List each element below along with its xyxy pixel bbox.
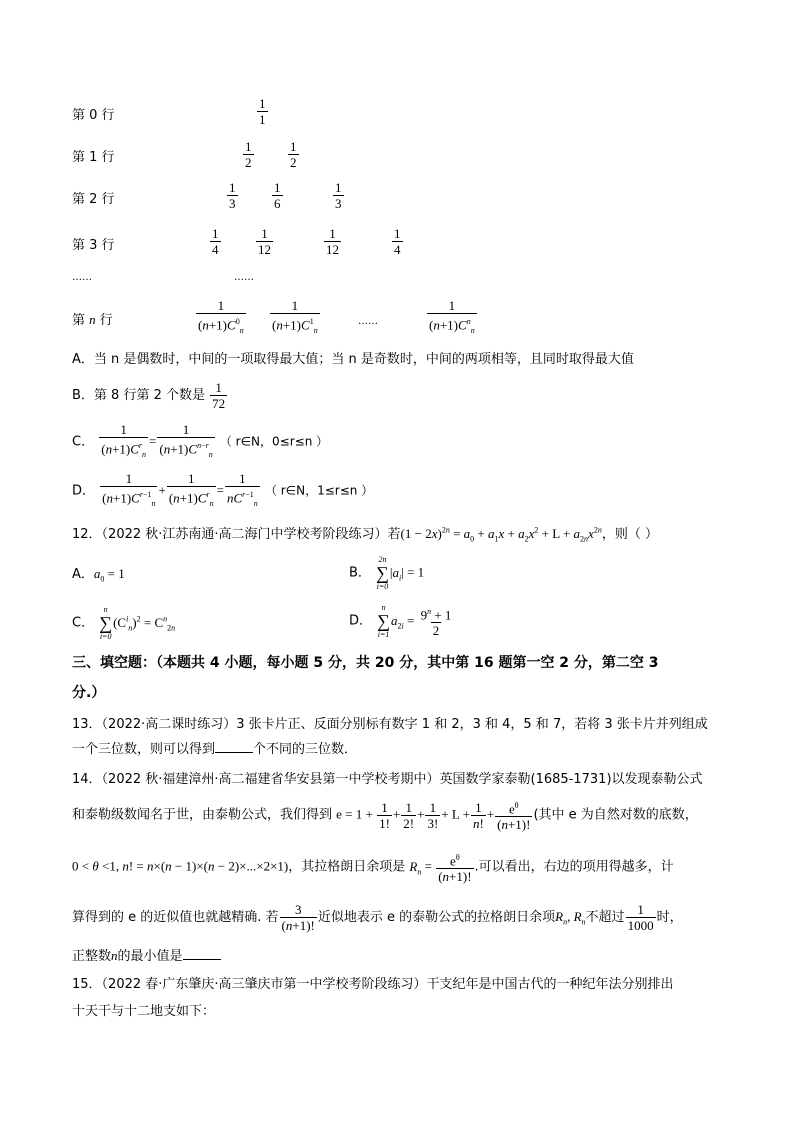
fraction: $\frac{1}{3}$	[229, 180, 236, 211]
fraction: $\frac{1}{6}$	[274, 180, 281, 211]
q12-option-c: C． n ∑ i=0 $(C^i_n)^2 = C^n_{2n}$	[72, 605, 176, 641]
q12-option-b: B． 2n ∑ i=0 $|a_i| = 1$	[349, 555, 425, 591]
fraction: $\frac{1}{12}$	[326, 226, 339, 257]
fraction: $\frac{1}{12}$	[258, 226, 271, 257]
question-15-line1: 15．（2022 春·广东肇庆·高三肇庆市第一中学校考阶段练习）干支纪年是中国古代的一种纪年法分别排出	[72, 977, 674, 992]
row-n-label: 第 n 行	[72, 312, 113, 328]
option-d: D． $\frac{1}{(n+1)C^{r-1}_n}$ + $\frac{1}{(n+1)C^r_n}$ = $\frac{1}{nC^{r-1}_n}$ （ r∈N，1≤r≤n ）	[72, 471, 373, 511]
question-14-line4: 算得到的 e 的近似值也就越精确. 若 $\frac{3}{(n+1)!}$ 近似地表示 e 的泰勒公式的拉格朗日余项$R_n$, $R_n$不超过 $\frac{1}{1000}$ 时，	[72, 902, 683, 933]
ellipsis: ……	[234, 272, 254, 283]
option-c: C． $\frac{1}{(n+1)C^r_n}$ = $\frac{1}{(n+1)C^{n-r}_n}$ （ r∈N，0≤r≤n ）	[72, 422, 328, 462]
fraction: $\frac{1}{(n+1)C^1_n}$	[270, 298, 320, 338]
question-14-line2: 和泰勒级数闻名于世，由泰勒公式，我们得到 e = 1 + $\frac{1}{1!}$ + $\frac{1}{2!}$ + $\frac{1}{3!}$ + L + $\frac{1}{n!}$ + $\frac{e^\theta}{(n+1)!}$ (其中 e 为自然对数的底数，	[72, 799, 698, 833]
fraction: $\frac{1}{2}$	[245, 139, 252, 170]
question-14-line1: 14．（2022 秋·福建漳州·高二福建省华安县第一中学校考期中）英国数学家泰勒(1685-1731)以发现泰勒公式	[72, 772, 703, 787]
question-14-line3: 0 < θ <1, n! = n×(n − 1)×(n − 2)×...×2×1)，其拉格朗日余项是 $R_n$ = $\frac{e^\theta}{(n+1)!}$ .可以看出，右边的项用得越多，计	[72, 853, 674, 885]
question-13-line1: 13．（2022·高二课时练习）3 张卡片正、反面分别标有数字 1 和 2，3 和 4，5 和 7，若将 3 张卡片并列组成	[72, 717, 708, 732]
row-3-label: 第 3 行	[72, 238, 115, 253]
fraction: $\frac{1}{(n+1)C^0_n}$	[196, 298, 246, 338]
question-12-stem: 12．（2022 秋·江苏南通·高二海门中学校考阶段练习）若$(1 - 2x)^{2n} = a_0 + a_1x + a_2x^2 + L + a_{2n}x^{2n}$，则（ ）	[72, 525, 658, 544]
q12-option-d: D． n ∑ i=1 $a_{2i}$ = $\frac{9^n + 1}{2}$	[349, 603, 452, 639]
answer-blank[interactable]	[183, 947, 221, 960]
ellipsis: ……	[72, 272, 92, 283]
option-a: A．当 n 是偶数时，中间的一项取得最大值；当 n 是奇数时，中间的两项相等，且同时取得最大值	[72, 352, 634, 367]
question-14-line5: 正整数n的最小值是	[72, 945, 221, 964]
ellipsis: ……	[358, 316, 378, 327]
fraction: $\frac{1}{3}$	[335, 180, 342, 211]
row-0-label: 第 0 行	[72, 108, 115, 123]
fraction: 1 $(n+1)C^n_n$	[427, 298, 477, 338]
fraction: $\frac{1}{4}$	[212, 226, 219, 257]
answer-blank[interactable]	[215, 740, 253, 753]
question-13-line2: 一个三位数，则可以得到 个不同的三位数．	[72, 742, 358, 757]
fraction: $\frac{1}{2}$	[290, 139, 297, 170]
question-15-line2: 十天干与十二地支如下：	[72, 1004, 216, 1019]
section-heading-cont: 分.）	[72, 685, 106, 701]
fraction: $\frac{1}{4}$	[394, 226, 401, 257]
q12-option-a: A．$a_0 = 1$	[72, 566, 125, 584]
row-2-label: 第 2 行	[72, 192, 115, 207]
section-heading: 三、填空题：（本题共 4 小题，每小题 5 分，共 20 分，其中第 16 题第一空 2 分，第二空 3	[72, 655, 659, 671]
option-b: B．第 8 行第 2 个数是 $\frac{1}{72}$	[72, 380, 226, 411]
row-1-label: 第 1 行	[72, 150, 115, 165]
fraction: $\frac{1}{1}$	[259, 96, 266, 127]
